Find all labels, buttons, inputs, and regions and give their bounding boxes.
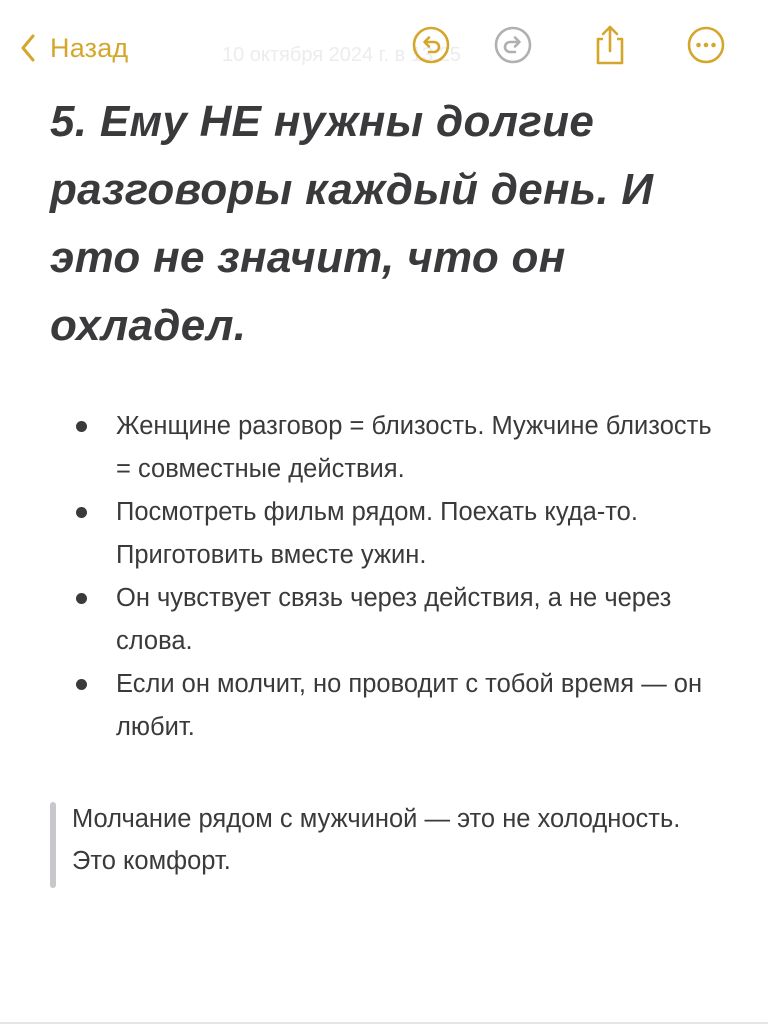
list-item: [0, 405, 768, 491]
bullet-icon: [76, 421, 87, 432]
more-button[interactable]: [685, 24, 727, 66]
bullet-list: [0, 405, 768, 749]
redo-icon: [493, 25, 533, 65]
quote-text: Молчание рядом с мужчиной — это не холодность. Это комфорт.: [72, 805, 681, 875]
list-item: [0, 491, 768, 577]
quote-bar: [50, 802, 56, 888]
navigation-bar: [0, 0, 768, 96]
share-icon: [592, 24, 628, 66]
block-quote: [50, 798, 710, 888]
list-item-text: Женщине разговор = близость. Мужчине близость = совместные действия.: [116, 412, 712, 483]
bullet-icon: [76, 679, 87, 690]
back-button[interactable]: [20, 28, 128, 68]
redo-button[interactable]: [492, 24, 534, 66]
list-item: [0, 577, 768, 663]
list-item-text: Он чувствует связь через действия, а не через слова.: [116, 584, 672, 655]
list-item-text: Посмотреть фильм рядом. Поехать куда-то. Приготовить вместе ужин.: [116, 498, 638, 569]
back-label: Назад: [50, 32, 129, 63]
more-icon: [686, 25, 726, 65]
undo-button[interactable]: [410, 24, 452, 66]
list-item-text: Если он молчит, но проводит с тобой время — он любит.: [116, 670, 703, 741]
bullet-icon: [76, 507, 87, 518]
note-title: 5. Ему НЕ нужны долгие разговоры каждый день. И это не значит, что он охладел.: [50, 97, 654, 350]
list-item: [0, 663, 768, 749]
share-button[interactable]: [589, 24, 631, 66]
bullet-icon: [76, 593, 87, 604]
note-date: 10 октября 2024 г. в 13:25: [222, 44, 461, 66]
chevron-left-icon: [20, 34, 36, 62]
undo-icon: [411, 25, 451, 65]
